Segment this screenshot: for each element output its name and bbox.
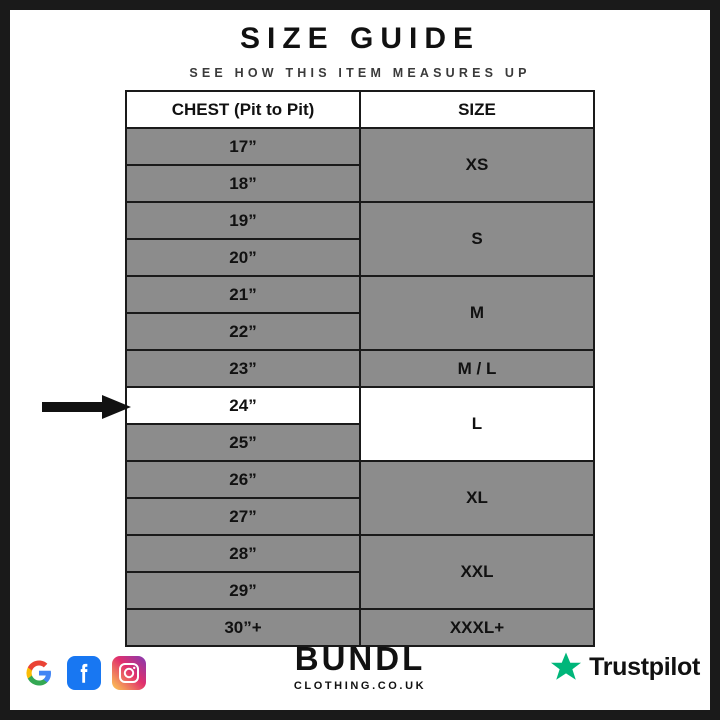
chest-value: 22” — [126, 313, 360, 350]
brand-name: BUNDL — [294, 640, 426, 677]
table-row[interactable] — [126, 128, 594, 165]
chest-value: 18” — [126, 165, 360, 202]
chest-value: 23” — [126, 350, 360, 387]
brand-domain: CLOTHING.CO.UK — [293, 680, 427, 692]
chest-value-selected: 24” — [126, 387, 360, 424]
size-value: XS — [360, 128, 594, 202]
chest-value: 26” — [126, 461, 360, 498]
size-value: XXXL+ — [360, 609, 594, 646]
chest-value: 29” — [126, 572, 360, 609]
size-table-container — [125, 90, 595, 647]
page-title: SIZE GUIDE — [239, 22, 481, 55]
chest-value: 17” — [126, 128, 360, 165]
column-header-size: SIZE — [360, 91, 594, 128]
trustpilot-badge[interactable] — [549, 650, 700, 684]
chest-value: 21” — [126, 276, 360, 313]
table-header-row — [126, 91, 594, 128]
table-row[interactable] — [126, 461, 594, 498]
table-row[interactable] — [126, 202, 594, 239]
size-value-selected: L — [360, 387, 594, 461]
size-value: S — [360, 202, 594, 276]
chest-value: 28” — [126, 535, 360, 572]
chest-value: 19” — [126, 202, 360, 239]
table-row[interactable] — [126, 276, 594, 313]
table-row[interactable] — [126, 350, 594, 387]
chest-value: 30”+ — [126, 609, 360, 646]
size-value: M — [360, 276, 594, 350]
size-value: XXL — [360, 535, 594, 609]
size-guide-card — [10, 10, 710, 710]
chest-value: 25” — [126, 424, 360, 461]
size-value: M / L — [360, 350, 594, 387]
trustpilot-label: Trustpilot — [589, 652, 700, 681]
table-row[interactable] — [126, 535, 594, 572]
size-value: XL — [360, 461, 594, 535]
footer — [10, 636, 710, 696]
trustpilot-star-icon — [549, 650, 583, 684]
column-header-chest: CHEST (Pit to Pit) — [126, 91, 360, 128]
chest-value: 20” — [126, 239, 360, 276]
chest-value: 27” — [126, 498, 360, 535]
size-table — [125, 90, 595, 647]
page-subtitle: SEE HOW THIS ITEM MEASURES UP — [189, 66, 531, 80]
arrow-icon — [42, 394, 132, 420]
table-row-selected[interactable] — [126, 387, 594, 424]
